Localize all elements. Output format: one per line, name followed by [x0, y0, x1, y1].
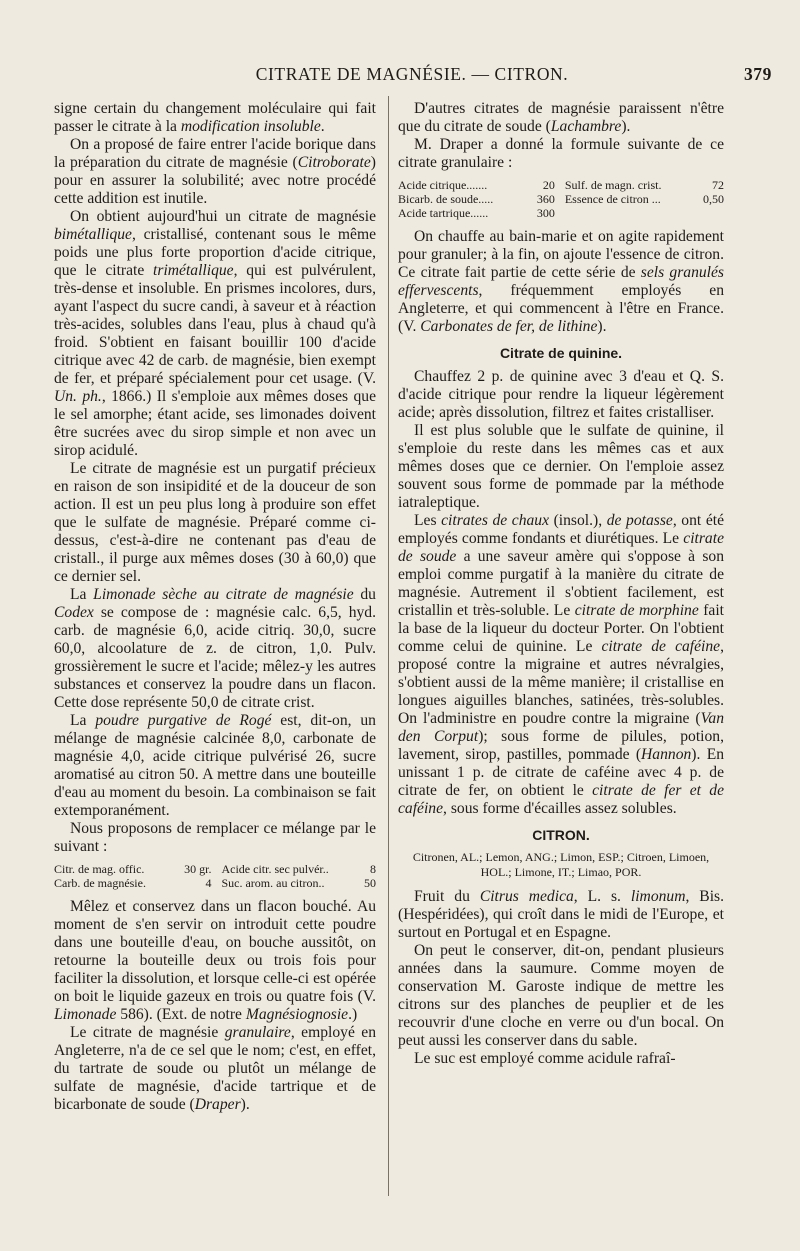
paragraph: Fruit du Citrus medica, L. s. limonum, Bis. (Hespéridées), qui croît dans le midi de l'Europe, et surtout en Portugal et en Espagne. [398, 888, 725, 941]
page-number: 379 [743, 64, 772, 84]
paragraph: Les citrates de chaux (insol.), de potasse, ont été employés comme fondants et diurétiques. Le citrate de soude a une saveur amère qui s'oppose à son emploi comme purgatif à la manière du citrate de magnésie. Autrement il s'obtient facilement, est cristallin et très-soluble. Le citrate de morphine fait la base de la liqueur du docteur Porter. On l'obtient comme celui de quinine. Le citrate de caféine, proposé contre la migraine et autres névralgies, s'obtient aussi de la même manière; il cristallise en longues aiguilles blanches, satinées, très-solubles. On l'administre en poudre contre la migraine (Van den Corput); sous forme de pilules, potion, lavement, sirop, pastilles, pommade (Hannon). En unissant 1 p. de citrate de caféine avec 4 p. de citrate de fer, on obtient le citrate de fer et de caféine, sous forme d'écailles assez solubles. [398, 512, 725, 817]
table-row: Acide citrique....... 20 Sulf. de magn. crist. 72 [398, 178, 724, 192]
table-row: Bicarb. de soude..... 360 Essence de citron ... 0,50 [398, 192, 724, 206]
paragraph: La Limonade sèche au citrate de magnésie du Codex se compose de : magnésie calc. 6,5, hyd. carb. de magnésie 6,0, acide citriq. 30,0, sucre 60,0, alcoolature de z. de citron, 1,0. Pulv. grossièrement le sucre et l'acide; mêlez-y les autres substances et conservez la poudre dans un flacon. Cette dose représente 50,0 de citrate crist. [54, 586, 376, 711]
table-row: Citr. de mag. offic. 30 gr. Acide citr. sec pulvér.. 8 [54, 862, 376, 876]
paragraph: Le citrate de magnésie est un purgatif précieux en raison de son insipidité et de la douceur de son action. Il est un peu plus long à produire son effet que le sulfate de magnésie. Préparé comme ci-dessus, c'est-à-dire ne contenant pas d'eau de cristall., il purge aux mêmes doses (30 à 60,0) que ce dernier sel. [54, 460, 376, 585]
paragraph: La poudre purgative de Rogé est, dit-on, un mélange de magnésie calcinée 8,0, carbonate de magnésie 4,0, acide citrique pulvérisé 26, sucre aromatisé au citron 50. A mettre dans une bouteille d'eau au moment du besoin. La combinaison se fait extemporanément. [54, 712, 376, 819]
paragraph: On chauffe au bain-marie et on agite rapidement pour granuler; à la fin, on ajoute l'essence de citron. Ce citrate fait partie de cette série de sels granulés effervescents, fréquemment employés en Angleterre, et qui commencent à l'être en France. (V. Carbonates de fer, de lithine). [398, 228, 724, 335]
paragraph: On a proposé de faire entrer l'acide borique dans la préparation du citrate de magnésie (Citroborate) pour en assurer la solubilité; avec notre procédé cette addition est inutile. [54, 136, 376, 207]
right-column [398, 100, 724, 1068]
paragraph: Chauffez 2 p. de quinine avec 3 d'eau et Q. S. d'acide citrique pour rendre la liqueur légèrement acide; après dissolution, filtrez et faites cristalliser. [398, 368, 724, 421]
paragraph: Il est plus soluble que le sulfate de quinine, il s'emploie du reste dans les mêmes cas et aux mêmes doses que ce dernier. On l'emploie assez souvent sous forme de pommade par la méthode iatraleptique. [398, 422, 724, 511]
paragraph: Le suc est employé comme acidule rafraî- [414, 1050, 676, 1067]
left-column [54, 100, 376, 1114]
paragraph: signe certain du changement moléculaire qui fait passer le citrate à la modification insoluble. [54, 100, 376, 135]
paragraph: D'autres citrates de magnésie paraissent n'être que du citrate de soude (Lachambre). [398, 100, 724, 135]
paragraph: M. Draper a donné la formule suivante de ce citrate granulaire : [398, 136, 724, 171]
paragraph: On obtient aujourd'hui un citrate de magnésie bimétallique, cristallisé, contenant sous le même poids une plus forte proportion d'acide citrique, que le citrate trimétallique, qui est pulvérulent, très-dense et insoluble. En prismes incolores, durs, ayant l'aspect du sucre candi, à saveur et à réaction très-acides, solubles dans l'eau, plus à chaud qu'à froid. S'obtient en faisant bouillir 100 d'acide citrique avec 42 de carb. de magnésie, bien exempt de fer, et préparé spécialement pour cet usage. (V. Un. ph., 1866.) Il s'emploie aux mêmes doses que le sel amorphe; étant acide, ses limonades doivent être sucrées avec du sirop simple et non avec un sirop acidulé. [54, 208, 376, 459]
table-row: Acide tartrique...... 300 [398, 206, 555, 220]
paragraph: Nous proposons de remplacer ce mélange par le suivant : [54, 820, 376, 855]
paragraph: On peut le conserver, dit-on, pendant plusieurs années dans la saumure. Comme moyen de conservation M. Garoste indique de mettre les citrons sur des planches de peuplier et de les recouvrir d'une cloche en verre ou d'un bocal. On peut aussi les conserver dans du sable. [398, 942, 724, 1049]
table-row: Carb. de magnésie. 4 Suc. arom. au citron.. 50 [54, 876, 376, 890]
paragraph: Mêlez et conservez dans un flacon bouché. Au moment de s'en servir on introduit cette poudre dans une bouteille d'eau, on bouche aussitôt, on retourne la bouteille deux ou trois fois pour faciliter la dissolution, et lorsque celle-ci est opérée on boit le liquide gazeux en trois ou quatre fois (V. Limonade 586). (Ext. de notre Magnésiognosie.) [54, 898, 376, 1023]
synonyms: Citronen, AL.; Lemon, ANG.; Limon, ESP.; Citroen, Limoen, HOL.; Limone, IT.; Limao, POR. [412, 850, 710, 879]
recipe-table [398, 178, 724, 220]
section-heading: Citrate de quinine. [499, 345, 623, 361]
section-heading: CITRON. [532, 827, 590, 843]
running-title: CITRATE DE MAGNÉSIE. — CITRON. [255, 64, 569, 84]
recipe-table [54, 862, 376, 890]
page-header [52, 62, 772, 88]
column-divider [388, 96, 389, 1196]
paragraph: Le citrate de magnésie granulaire, employé en Angleterre, n'a de ce sel que le nom; c'est, en effet, du tartrate de soude ou plutôt un mélange de sulfate de magnésie, d'acide tartrique et de bicarbonate de soude (Draper). [54, 1024, 376, 1113]
